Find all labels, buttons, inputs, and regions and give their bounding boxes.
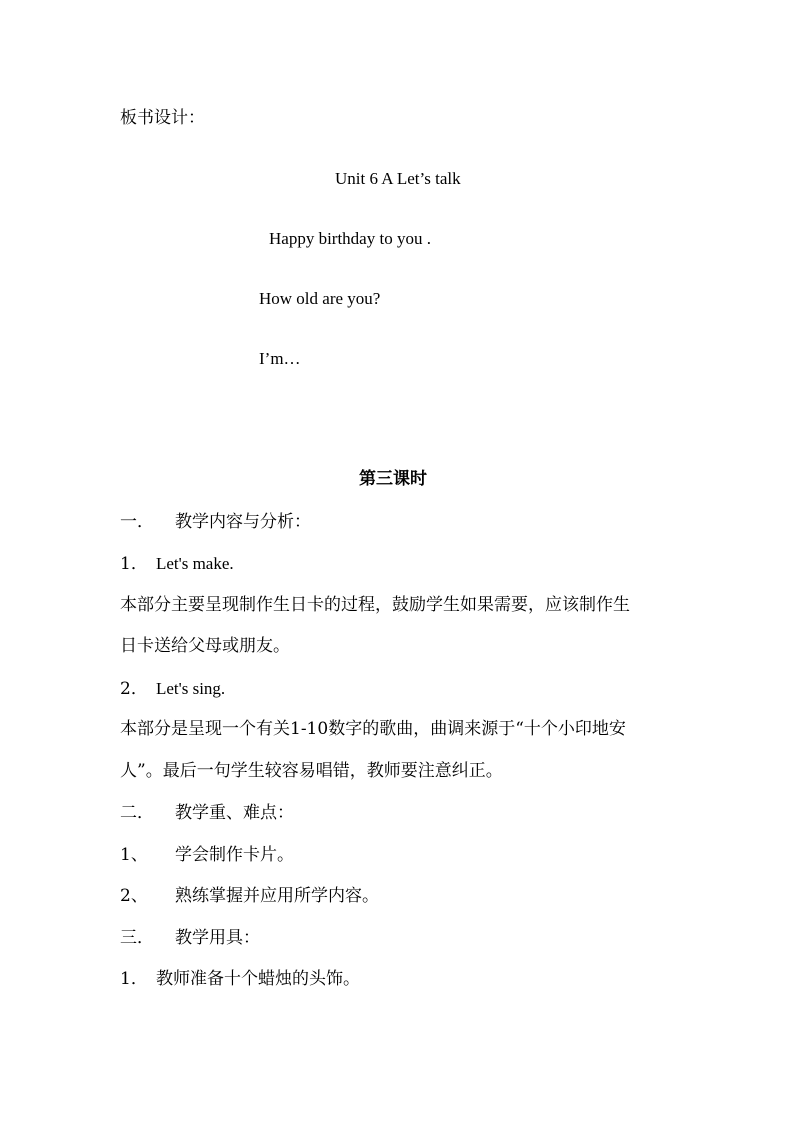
section2-item1 xyxy=(120,843,294,867)
section1-number: 一． xyxy=(120,512,154,532)
item1-heading xyxy=(120,552,234,576)
item1-desc-line2: 日卡送给父母或朋友。 xyxy=(120,636,290,656)
section1-heading xyxy=(120,510,311,534)
item2-number: 2． xyxy=(120,679,148,699)
item2-desc-line2: 人”。最后一句学生较容易唱错，教师要注意纠正。 xyxy=(120,761,503,781)
item2-desc-line1: 本部分是呈现一个有关1-10数字的歌曲，曲调来源于“十个小印地安 xyxy=(120,719,626,739)
lesson-title: 第三课时 xyxy=(359,469,427,489)
board-line-happy-birthday: Happy birthday to you . xyxy=(269,229,431,248)
section2-title: 教学重、难点： xyxy=(175,803,294,823)
section3-heading xyxy=(120,926,260,950)
section2-item2-number: 2、 xyxy=(120,886,148,906)
section3-item1-text: 教师准备十个蜡烛的头饰。 xyxy=(156,969,360,989)
item2-label: Let's sing. xyxy=(156,679,226,698)
section1-title: 教学内容与分析： xyxy=(175,512,311,532)
board-line-unit-title: Unit 6 A Let’s talk xyxy=(335,169,461,188)
section3-number: 三． xyxy=(120,928,154,948)
item1-desc-line1: 本部分主要呈现制作生日卡的过程，鼓励学生如果需要，应该制作生 xyxy=(120,595,630,615)
section3-item1 xyxy=(120,967,360,991)
section2-heading xyxy=(120,801,294,825)
item1-label: Let's make. xyxy=(156,554,234,573)
board-line-im: I’m… xyxy=(259,349,301,368)
section2-number: 二． xyxy=(120,803,154,823)
section3-title: 教学用具： xyxy=(175,928,260,948)
section2-item2-text: 熟练掌握并应用所学内容。 xyxy=(175,886,379,906)
section2-item1-number: 1、 xyxy=(120,845,148,865)
section3-item1-number: 1． xyxy=(120,969,148,989)
section2-item2 xyxy=(120,884,379,908)
section2-item1-text: 学会制作卡片。 xyxy=(175,845,294,865)
item2-heading xyxy=(120,677,225,701)
board-line-how-old: How old are you? xyxy=(259,289,381,308)
item1-number: 1． xyxy=(120,554,148,574)
board-design-heading: 板书设计： xyxy=(120,108,205,128)
